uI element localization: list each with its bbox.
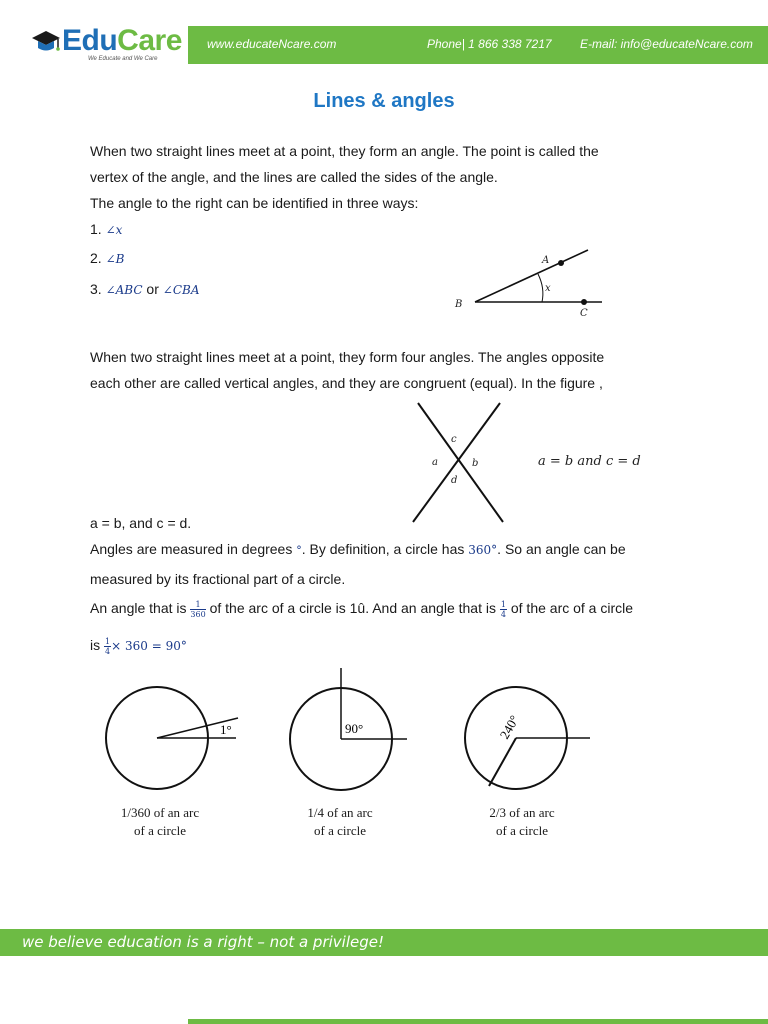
paragraph-line: a = b, and c = d. <box>90 515 192 531</box>
angle-label-a: A <box>542 255 550 266</box>
vertical-label-b: b <box>472 458 479 469</box>
educare-logo <box>30 24 180 66</box>
paragraph-line: vertex of the angle, and the lines are called the sides of the angle. <box>90 169 498 185</box>
vertical-label-a: a <box>432 457 438 468</box>
vertical-label-c: c <box>451 434 457 445</box>
angle-label-90deg: 90° <box>345 721 364 736</box>
list-item: 2. ∠B <box>90 250 125 266</box>
phone-number: Phone| 1 866 338 7217 <box>427 37 552 51</box>
logo-tagline: We Educate and We Care <box>88 56 158 62</box>
next-page-header-bar <box>188 1019 768 1024</box>
paragraph-line: is $\frac{1}{4}$ × 360 = 90° <box>90 636 187 656</box>
angle-label-b: B <box>455 299 463 310</box>
angle-diagram <box>450 245 620 320</box>
website-link[interactable]: www.educateNcare.com <box>207 37 337 51</box>
paragraph-line: measured by its fractional part of a circle. <box>90 571 346 587</box>
paragraph-line: The angle to the right can be identified in three ways: <box>90 195 419 211</box>
list-item: 1. ∠x <box>90 221 123 237</box>
circle-one-degree <box>100 683 250 793</box>
paragraph-line: each other are called vertical angles, and they are congruent (equal). In the figure , <box>90 375 603 391</box>
circle-caption: 2/3 of an arc of a circle <box>489 805 555 838</box>
vertical-angles-diagram <box>410 400 670 525</box>
paragraph-line: An angle that is $\frac{1}{360}$ of the arc of a circle is 1û. And an angle that is $\frac{1}{4}$ of the arc of a circle <box>90 599 634 619</box>
email-link[interactable]: E-mail: info@educateNcare.com <box>580 37 753 51</box>
list-item: 3. ∠ABC or ∠CBA <box>90 281 200 297</box>
circle-ninety-degree <box>283 683 423 793</box>
angle-label-240deg: 240° <box>496 712 522 742</box>
circle-caption: 1/360 of an arc of a circle <box>120 805 200 838</box>
fraction: $\frac{1}{4}$ <box>105 636 111 656</box>
fraction: $\frac{1}{360}$ <box>190 599 206 619</box>
fraction: $\frac{1}{4}$ <box>500 599 506 619</box>
paragraph-line: When two straight lines meet at a point, they form four angles. The angles opposite <box>90 349 605 365</box>
angle-label-1deg: 1° <box>220 722 232 737</box>
footer-slogan: we believe education is a right – not a privilege! <box>22 933 384 951</box>
angle-label-x: x <box>545 283 551 294</box>
angle-label-c: C <box>580 308 588 319</box>
vertical-equation: a = b and c = d <box>538 454 641 469</box>
paragraph-line: When two straight lines meet at a point, they form an angle. The point is called the <box>90 143 599 159</box>
paragraph-line: Angles are measured in degrees °. By definition, a circle has 360°. So an angle can be <box>90 541 626 557</box>
circle-caption: 1/4 of an arc of a circle <box>307 805 373 838</box>
logo-wordmark: EduCare <box>62 24 182 57</box>
graduation-cap-icon <box>30 28 62 58</box>
vertical-label-d: d <box>451 475 458 486</box>
page-title: Lines & angles <box>313 90 455 112</box>
circle-two-forty-degree <box>465 683 605 793</box>
